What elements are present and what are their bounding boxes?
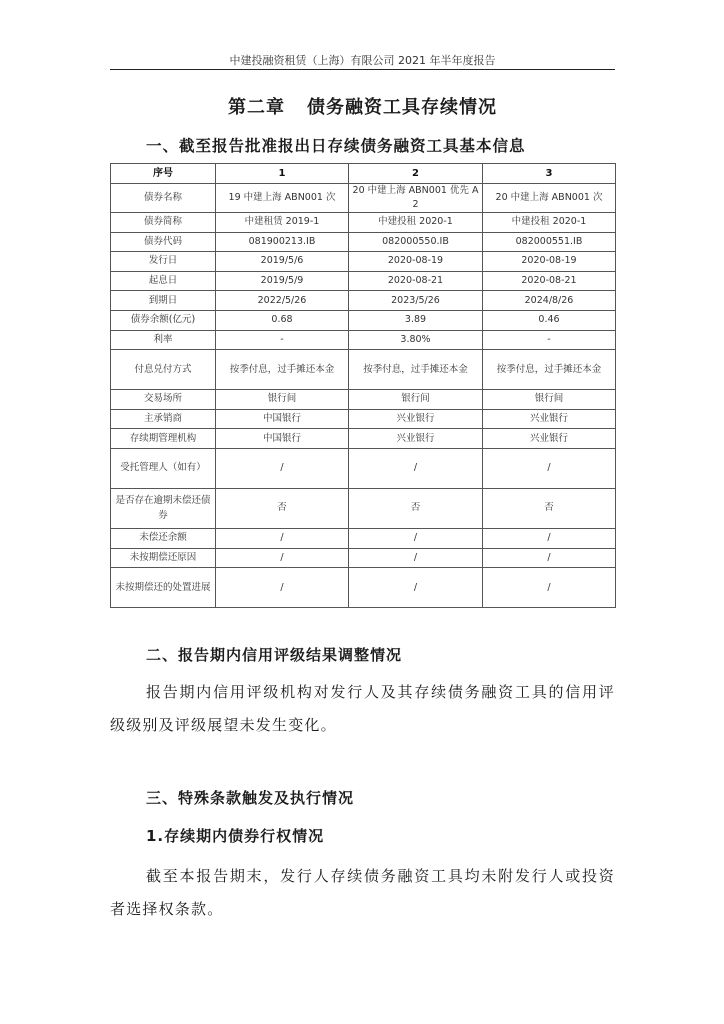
row-label-cell: 债券余额(亿元) [111, 311, 216, 331]
table-cell: / [349, 449, 483, 489]
table-cell: 082000550.IB [349, 232, 483, 252]
table-row [111, 568, 616, 608]
table-cell: / [216, 529, 349, 549]
row-label-cell: 交易场所 [111, 390, 216, 410]
row-label-cell: 存续期管理机构 [111, 429, 216, 449]
table-cell: 3.80% [349, 330, 483, 350]
table-cell: / [483, 568, 616, 608]
row-label-cell: 起息日 [111, 271, 216, 291]
row-label-cell: 受托管理人（如有） [111, 449, 216, 489]
table-row [111, 232, 616, 252]
table-cell: / [483, 529, 616, 549]
table-cell: 中建租赁 2019-1 [216, 213, 349, 233]
table-cell: 081900213.IB [216, 232, 349, 252]
table-cell: / [216, 568, 349, 608]
table-row [111, 252, 616, 272]
table-cell: 2023/5/26 [349, 291, 483, 311]
table-row [111, 291, 616, 311]
table-cell: 兴业银行 [483, 409, 616, 429]
table-cell: 否 [349, 489, 483, 529]
row-label-cell: 是否存在逾期未偿还债券 [111, 489, 216, 529]
section-2-body: 报告期内信用评级机构对发行人及其存续债务融资工具的信用评级级别及评级展望未发生变化。 [110, 683, 615, 734]
table-cell: / [349, 548, 483, 568]
header-cell: 2 [349, 164, 483, 184]
row-label-cell: 主承销商 [111, 409, 216, 429]
table-cell: 0.46 [483, 311, 616, 331]
table-cell: 按季付息，过手摊还本金 [216, 350, 349, 390]
table-row [111, 311, 616, 331]
table-cell: / [483, 449, 616, 489]
subsection-1-heading: 1.存续期内债券行权情况 [146, 827, 325, 845]
table-cell: 2020-08-19 [349, 252, 483, 272]
table-cell: 兴业银行 [349, 409, 483, 429]
table-cell: 中国银行 [216, 409, 349, 429]
table-cell: 中建投租 2020-1 [349, 213, 483, 233]
table-cell: / [483, 548, 616, 568]
header-cell: 1 [216, 164, 349, 184]
row-label-cell: 债券名称 [111, 183, 216, 213]
table-cell: 082000551.IB [483, 232, 616, 252]
table-cell: 2019/5/9 [216, 271, 349, 291]
table-cell: / [216, 548, 349, 568]
table-cell: 20 中建上海 ABN001 优先 A2 [349, 183, 483, 213]
table-cell: 否 [483, 489, 616, 529]
table-cell: 0.68 [216, 311, 349, 331]
section-3-heading: 三、特殊条款触发及执行情况 [146, 789, 355, 807]
row-label-cell: 到期日 [111, 291, 216, 311]
chapter-number: 第二章 [228, 97, 285, 118]
table-cell: 兴业银行 [483, 429, 616, 449]
table-cell: / [216, 449, 349, 489]
table-cell: 19 中建上海 ABN001 次 [216, 183, 349, 213]
page-header: 中建投融资租赁（上海）有限公司 2021 年半年度报告 [229, 54, 496, 67]
header-cell: 序号 [111, 164, 216, 184]
table-cell: / [349, 568, 483, 608]
table-row [111, 390, 616, 410]
table-row [111, 330, 616, 350]
table-cell: 银行间 [216, 390, 349, 410]
table-cell: 按季付息，过手摊还本金 [349, 350, 483, 390]
table-row [111, 529, 616, 549]
row-label-cell: 债券简称 [111, 213, 216, 233]
table-cell: 2020-08-19 [483, 252, 616, 272]
table-cell: 银行间 [349, 390, 483, 410]
row-label-cell: 债券代码 [111, 232, 216, 252]
row-label-cell: 未按期偿还的处置进展 [111, 568, 216, 608]
table-header-row [111, 164, 616, 184]
section-2-heading: 二、报告期内信用评级结果调整情况 [146, 646, 403, 664]
table-row [111, 449, 616, 489]
table-row [111, 409, 616, 429]
header-rule [110, 69, 615, 70]
table-row [111, 183, 616, 213]
table-cell: 中建投租 2020-1 [483, 213, 616, 233]
subsection-1-body: 截至本报告期末，发行人存续债务融资工具均未附发行人或投资者选择权条款。 [110, 867, 615, 918]
chapter-name: 债务融资工具存续情况 [307, 97, 497, 118]
table-cell: - [483, 330, 616, 350]
section-1-heading: 一、截至报告批准报出日存续债务融资工具基本信息 [146, 137, 526, 155]
table-cell: 2024/8/26 [483, 291, 616, 311]
header-cell: 3 [483, 164, 616, 184]
table-cell: / [349, 529, 483, 549]
row-label-cell: 发行日 [111, 252, 216, 272]
table-row [111, 489, 616, 529]
table-cell: 2019/5/6 [216, 252, 349, 272]
table-cell: 2020-08-21 [483, 271, 616, 291]
row-label-cell: 未按期偿还原因 [111, 548, 216, 568]
table-cell: 否 [216, 489, 349, 529]
table-cell: 银行间 [483, 390, 616, 410]
row-label-cell: 未偿还余额 [111, 529, 216, 549]
table-cell: - [216, 330, 349, 350]
table-row [111, 548, 616, 568]
table-row [111, 213, 616, 233]
row-label-cell: 付息兑付方式 [111, 350, 216, 390]
table-row [111, 271, 616, 291]
table-row [111, 350, 616, 390]
table-cell: 兴业银行 [349, 429, 483, 449]
row-label-cell: 利率 [111, 330, 216, 350]
table-row [111, 429, 616, 449]
table-cell: 3.89 [349, 311, 483, 331]
table-cell: 2022/5/26 [216, 291, 349, 311]
table-cell: 20 中建上海 ABN001 次 [483, 183, 616, 213]
bond-info-table [110, 163, 616, 608]
table-cell: 2020-08-21 [349, 271, 483, 291]
table-cell: 中国银行 [216, 429, 349, 449]
chapter-title [110, 93, 615, 119]
table-cell: 按季付息，过手摊还本金 [483, 350, 616, 390]
bond-table-body [111, 164, 616, 608]
